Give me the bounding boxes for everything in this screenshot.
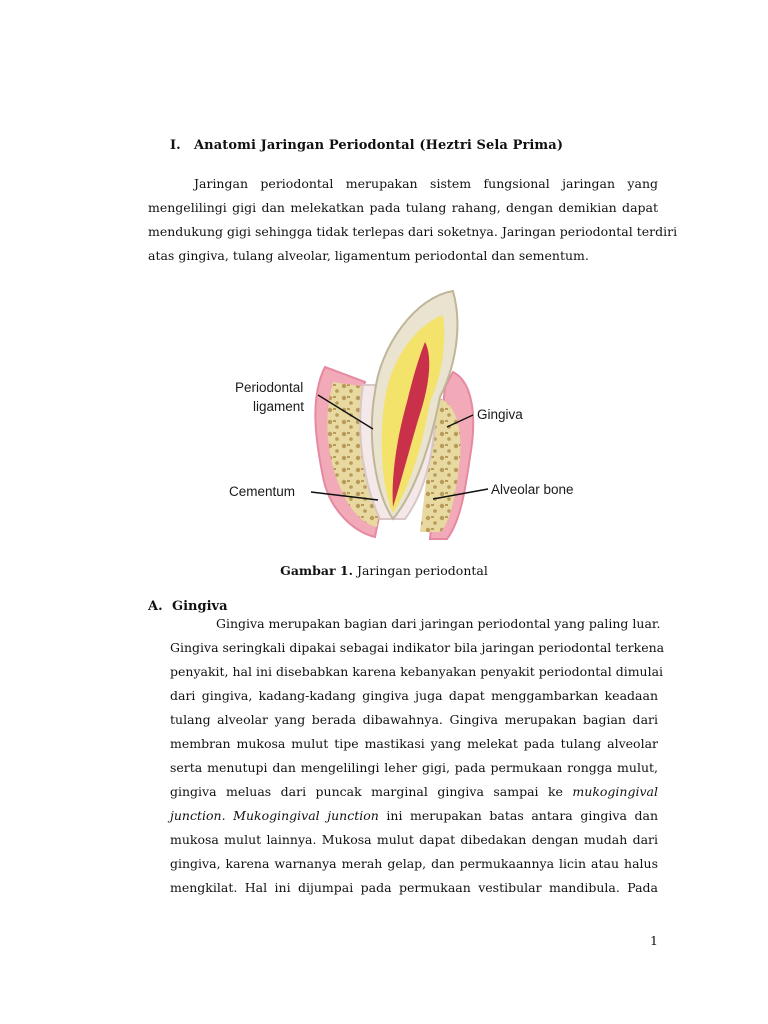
paragraph-line: [170, 732, 658, 756]
text-run: dari gingiva, kadang-kadang gingiva juga dapat menggambarkan keadaan: [170, 688, 658, 703]
label-periodontal: Periodontal: [235, 380, 304, 395]
paragraph-line: atas gingiva, tulang alveolar, ligamentum periodontal dan sementum.: [148, 248, 589, 263]
page-number: 1: [650, 933, 658, 948]
paragraph-line: [170, 708, 658, 732]
figure-caption: [0, 563, 768, 578]
subsection-number: A.: [148, 599, 163, 614]
paragraph-line: Jaringan periodontal merupakan sistem fungsional jaringan yang: [194, 176, 658, 191]
tooth-diagram: [215, 287, 593, 544]
text-run: gingiva, karena warnanya merah gelap, dan permukaannya licin atau halus: [170, 856, 658, 871]
text-run: serta menutupi dan mengelilingi leher gigi, pada permukaan rongga mulut,: [170, 760, 658, 775]
label-alveolar-bone: Alveolar bone: [491, 482, 574, 497]
text-run: membran mukosa mulut tipe mastikasi yang melekat pada tulang alveolar: [170, 736, 658, 751]
paragraph-line: [170, 756, 658, 780]
caption-label: Gambar 1.: [280, 563, 353, 578]
text-run: tulang alveolar yang berada dibawahnya. Gingiva merupakan bagian dari: [170, 712, 658, 727]
paragraph-line: mendukung gigi sehingga tidak terlepas dari soketnya. Jaringan periodontal terdiri: [148, 224, 678, 239]
section-number: I.: [170, 138, 181, 153]
text-run: ini merupakan batas antara gingiva dan: [378, 808, 658, 823]
text-run: mengkilat. Hal ini dijumpai pada permukaan vestibular mandibula. Pada: [170, 880, 658, 895]
paragraph-line: [170, 636, 665, 660]
gingiva-paragraph: [170, 612, 665, 900]
label-cementum: Cementum: [229, 484, 296, 499]
italic-term: mukogingival: [572, 784, 658, 799]
caption-text: Jaringan periodontal: [352, 563, 488, 578]
periodontal-figure: [215, 287, 593, 544]
paragraph-line: [170, 684, 658, 708]
label-ligament: ligament: [253, 399, 305, 414]
intro-paragraph: [148, 172, 678, 268]
text-run: gingiva meluas dari puncak marginal gingiva sampai ke: [170, 784, 573, 799]
text-run: Gingiva merupakan bagian dari jaringan periodontal yang paling luar.: [216, 616, 661, 631]
paragraph-line: mengelilingi gigi dan melekatkan pada tulang rahang, dengan demikian dapat: [148, 200, 658, 215]
paragraph-line: [170, 852, 658, 876]
italic-term: junction.: [170, 808, 226, 823]
text-run: Gingiva seringkali dipakai sebagai indikator bila jaringan periodontal terkena: [170, 640, 665, 655]
paragraph-line: [170, 780, 658, 804]
paragraph-line: [170, 876, 658, 900]
text-run: mukosa mulut lainnya. Mukosa mulut dapat dibedakan dengan mudah dari: [170, 832, 658, 847]
subsection-title: Gingiva: [172, 599, 228, 614]
italic-term: Mukogingival junction: [233, 808, 379, 823]
label-gingiva: Gingiva: [477, 407, 523, 422]
text-run: penyakit, hal ini disebabkan karena kebanyakan penyakit periodontal dimulai: [170, 664, 664, 679]
paragraph-line: [170, 828, 658, 852]
paragraph-line: [170, 612, 661, 636]
section-heading: [170, 138, 563, 153]
paragraph-line: [170, 660, 664, 684]
section-title: Anatomi Jaringan Periodontal (Heztri Sela Prima): [194, 138, 564, 153]
paragraph-line: [170, 804, 658, 828]
